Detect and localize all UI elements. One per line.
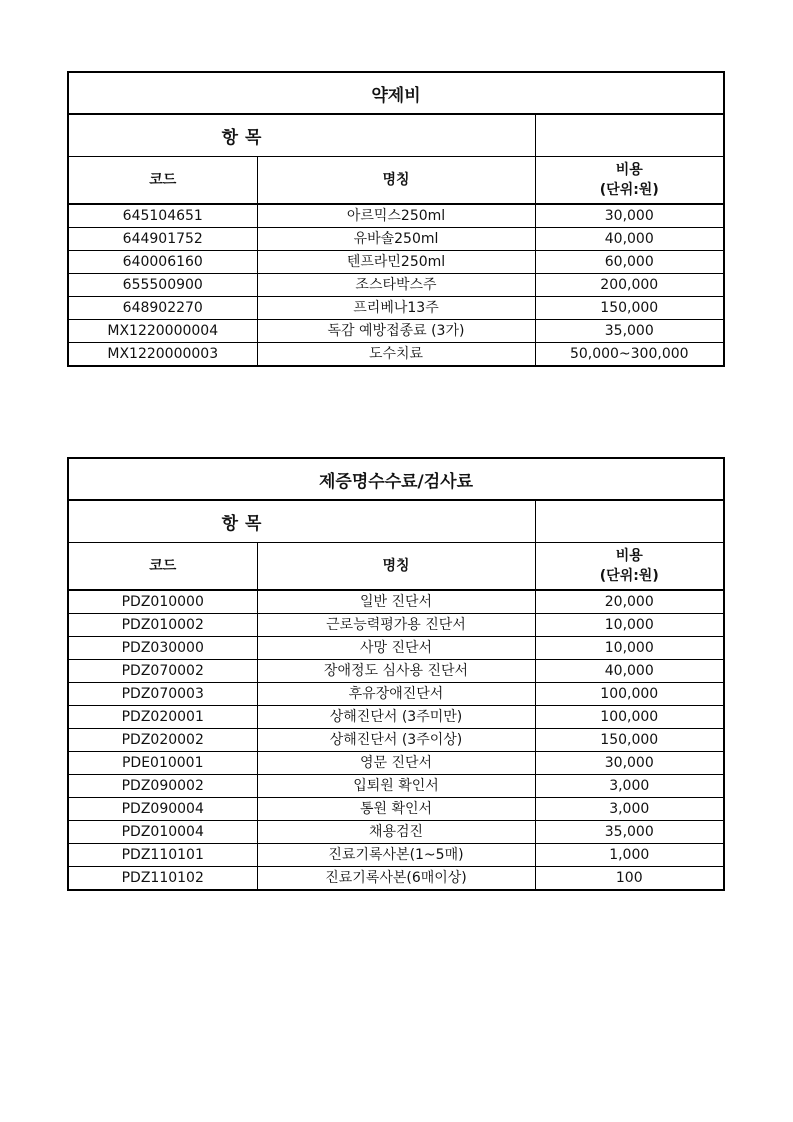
cell-cost: 3,000 — [535, 775, 724, 798]
header-cost-unit: (단위:원) — [599, 182, 659, 198]
cell-code: PDZ030000 — [68, 637, 257, 660]
table-row — [68, 297, 724, 320]
column-header-row — [68, 157, 724, 205]
table-row — [68, 343, 724, 367]
cell-cost: 200,000 — [535, 274, 724, 297]
cell-cost: 30,000 — [535, 752, 724, 775]
cell-name: 채용검진 — [257, 821, 535, 844]
table-row — [68, 706, 724, 729]
cell-cost: 40,000 — [535, 660, 724, 683]
header-code: 코드 — [68, 543, 257, 591]
cell-code: PDE010001 — [68, 752, 257, 775]
cell-code: PDZ090004 — [68, 798, 257, 821]
cell-cost: 100,000 — [535, 683, 724, 706]
cell-name: 유바솔250ml — [257, 228, 535, 251]
header-cost-label: 비용 — [615, 162, 643, 178]
cell-cost: 10,000 — [535, 637, 724, 660]
table-title: 제증명수수료/검사료 — [68, 458, 724, 500]
cell-code: PDZ010002 — [68, 614, 257, 637]
cell-cost: 150,000 — [535, 729, 724, 752]
cell-code: MX1220000003 — [68, 343, 257, 367]
table-row — [68, 798, 724, 821]
header-code: 코드 — [68, 157, 257, 205]
cell-name: 상해진단서 (3주미만) — [257, 706, 535, 729]
cell-cost: 100 — [535, 867, 724, 891]
cell-cost: 60,000 — [535, 251, 724, 274]
cell-name: 입퇴원 확인서 — [257, 775, 535, 798]
table-row — [68, 251, 724, 274]
cell-name: 도수치료 — [257, 343, 535, 367]
cell-name: 독감 예방접종료 (3가) — [257, 320, 535, 343]
cell-code: PDZ020002 — [68, 729, 257, 752]
table-title-row — [68, 72, 724, 114]
cell-name: 텐프라민250ml — [257, 251, 535, 274]
table-row — [68, 590, 724, 614]
cell-name: 진료기록사본(1~5매) — [257, 844, 535, 867]
cell-name: 상해진단서 (3주이상) — [257, 729, 535, 752]
cell-code: PDZ070002 — [68, 660, 257, 683]
table-row — [68, 867, 724, 891]
drug-fee-table — [67, 71, 725, 367]
header-cost — [535, 157, 724, 205]
column-header-row — [68, 543, 724, 591]
cell-cost: 50,000~300,000 — [535, 343, 724, 367]
cell-cost: 3,000 — [535, 798, 724, 821]
cell-name: 사망 진단서 — [257, 637, 535, 660]
cell-code: 644901752 — [68, 228, 257, 251]
certificate-fee-table — [67, 457, 725, 891]
header-cost — [535, 543, 724, 591]
cell-cost: 150,000 — [535, 297, 724, 320]
table-row — [68, 844, 724, 867]
drug-fee-body — [68, 72, 724, 366]
cell-name: 근로능력평가용 진단서 — [257, 614, 535, 637]
certificate-fee-body — [68, 458, 724, 890]
table-row — [68, 614, 724, 637]
cell-name: 장애정도 심사용 진단서 — [257, 660, 535, 683]
group-label: 항 목 — [68, 114, 535, 157]
cell-cost: 30,000 — [535, 204, 724, 228]
header-name: 명칭 — [257, 543, 535, 591]
table-row — [68, 637, 724, 660]
cell-code: MX1220000004 — [68, 320, 257, 343]
header-cost-label: 비용 — [615, 548, 643, 564]
cell-code: PDZ010004 — [68, 821, 257, 844]
table-row — [68, 228, 724, 251]
table-row — [68, 752, 724, 775]
table-row — [68, 683, 724, 706]
group-header-row — [68, 114, 724, 157]
table-row — [68, 204, 724, 228]
cell-cost: 100,000 — [535, 706, 724, 729]
cell-cost: 20,000 — [535, 590, 724, 614]
cell-cost: 35,000 — [535, 320, 724, 343]
cell-cost: 1,000 — [535, 844, 724, 867]
cell-cost: 40,000 — [535, 228, 724, 251]
table-row — [68, 660, 724, 683]
cell-name: 조스타박스주 — [257, 274, 535, 297]
cell-code: 640006160 — [68, 251, 257, 274]
cell-code: PDZ070003 — [68, 683, 257, 706]
table-row — [68, 320, 724, 343]
group-header-row — [68, 500, 724, 543]
cell-code: PDZ020001 — [68, 706, 257, 729]
cell-name: 진료기록사본(6매이상) — [257, 867, 535, 891]
cell-code: 645104651 — [68, 204, 257, 228]
table-title: 약제비 — [68, 72, 724, 114]
group-blank-cell — [535, 114, 724, 157]
group-label: 항 목 — [68, 500, 535, 543]
header-cost-unit: (단위:원) — [599, 568, 659, 584]
cell-name: 통원 확인서 — [257, 798, 535, 821]
cell-name: 프리베나13주 — [257, 297, 535, 320]
cell-cost: 35,000 — [535, 821, 724, 844]
cell-cost: 10,000 — [535, 614, 724, 637]
table-row — [68, 274, 724, 297]
cell-code: 655500900 — [68, 274, 257, 297]
cell-code: PDZ110101 — [68, 844, 257, 867]
table-row — [68, 821, 724, 844]
cell-name: 아르믹스250ml — [257, 204, 535, 228]
cell-code: PDZ090002 — [68, 775, 257, 798]
group-blank-cell — [535, 500, 724, 543]
cell-code: PDZ010000 — [68, 590, 257, 614]
table-row — [68, 729, 724, 752]
table-title-row — [68, 458, 724, 500]
header-name: 명칭 — [257, 157, 535, 205]
cell-name: 영문 진단서 — [257, 752, 535, 775]
cell-name: 후유장애진단서 — [257, 683, 535, 706]
table-row — [68, 775, 724, 798]
cell-code: PDZ110102 — [68, 867, 257, 891]
cell-code: 648902270 — [68, 297, 257, 320]
cell-name: 일반 진단서 — [257, 590, 535, 614]
